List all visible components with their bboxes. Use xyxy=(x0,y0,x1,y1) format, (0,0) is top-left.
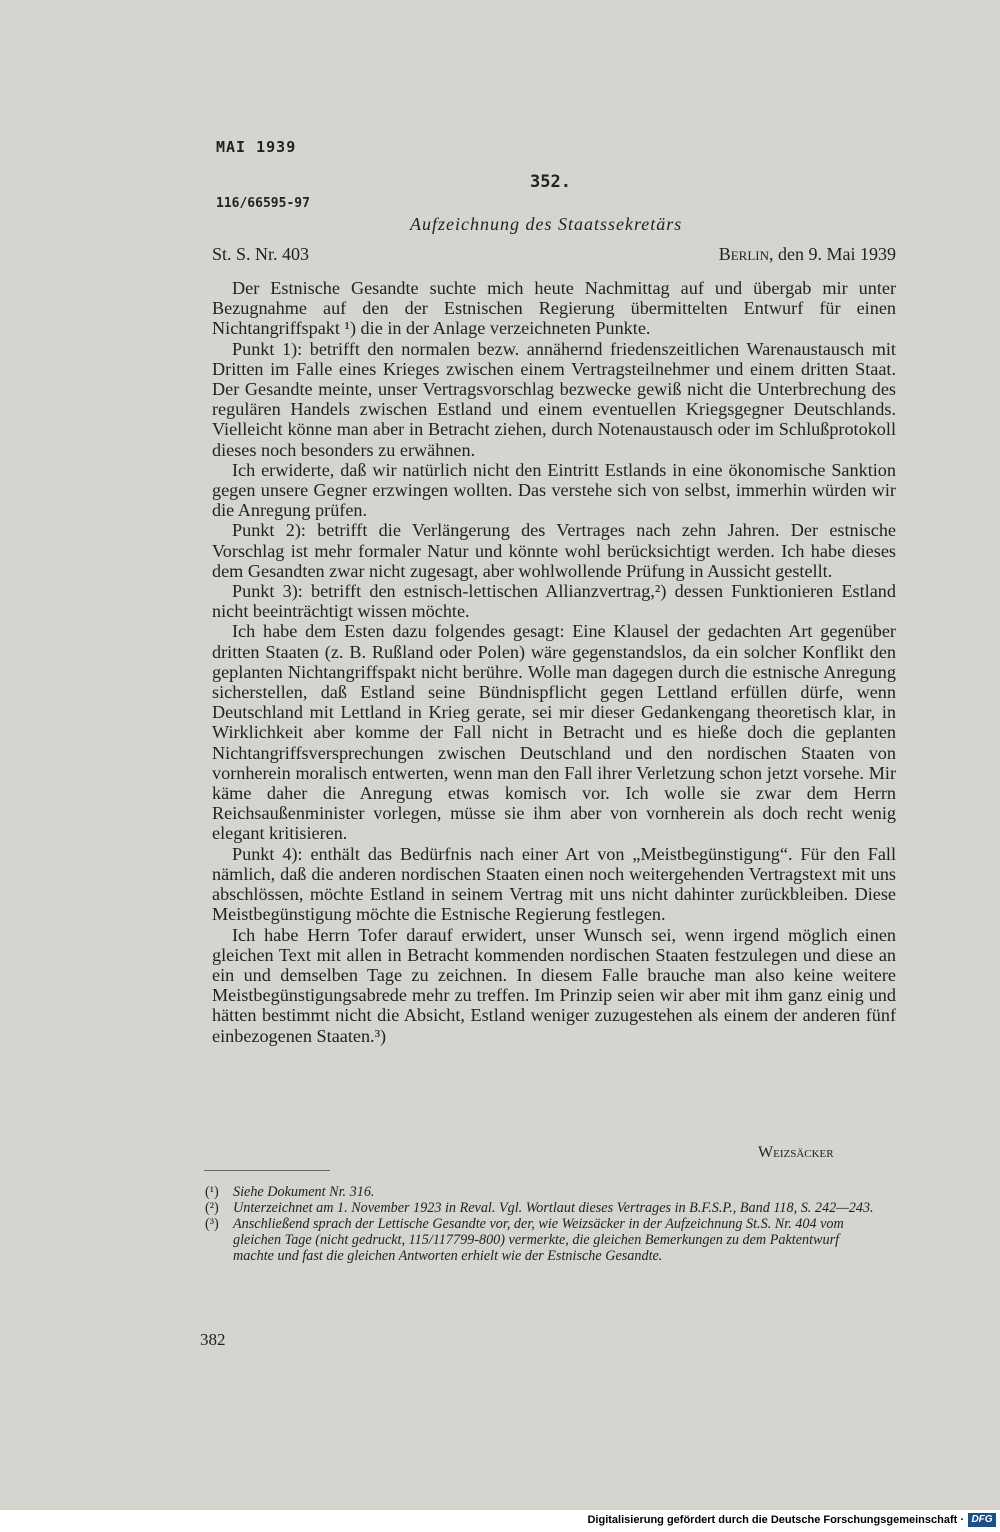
signature: Weizsäcker xyxy=(758,1144,834,1161)
place: Berlin xyxy=(718,244,770,264)
paragraph: Punkt 4): enthält das Bedürfnis nach einer Art von „Meistbegünstigung“. Für den Fall nämlich, daß die anderen nordischen Staaten einen noch weitergehenden Vertragstext mit uns abschlössen, möchte Estland in seinem Vertrag mit uns nicht dahinter zurückbleiben. Diese Meistbegünstigung möchte die Estnische Regierung festlegen. xyxy=(212,843,896,925)
document-number: 352. xyxy=(530,172,571,192)
body-text xyxy=(212,278,896,1046)
footnote xyxy=(205,1200,877,1216)
footnote-mark: (¹) xyxy=(205,1184,219,1200)
paragraph: Der Estnische Gesandte suchte mich heute Nachmittag auf und übergab mir unter Bezugnahme auf den der Estnischen Regierung übermittelten Entwurf für einen Nichtangriffspakt ¹) die in der Anlage verzeichneten Punkte. xyxy=(212,278,896,339)
footnote xyxy=(205,1184,877,1200)
footnote-text: Siehe Dokument Nr. 316. xyxy=(233,1184,375,1200)
paragraph: Punkt 2): betrifft die Verlängerung des Vertrages nach zehn Jahren. Der estnische Vorschlag ist mehr formaler Natur und könnte wohl berücksichtigt werden. Ich habe dieses dem Gesandten zwar nicht zugesagt, aber wohlwollende Prüfung in Aussicht gestellt. xyxy=(212,520,896,581)
footnote-text: Unterzeichnet am 1. November 1923 in Reval. Vgl. Wortlaut dieses Vertrages in B.F.S.P., Band 118, S. 242—243. xyxy=(233,1200,874,1216)
date: , den 9. Mai 1939 xyxy=(769,244,896,264)
place-date xyxy=(719,244,896,265)
paragraph: Punkt 1): betrifft den normalen bezw. annähernd friedenszeitlichen Warenaustausch mit Dritten im Falle eines Krieges zwischen einem Vertragsteilnehmer und einem dritten Staat. Der Gesandte meinte, unser Vertragsvorschlag bezwecke gewiß nicht die Unterbrechung des regulären Handels zwischen Estland und einem eventuellen Kriegsgegner Deutschlands. Vielleicht könne man aber in Betracht ziehen, durch Notenaustausch oder im Schlußprotokoll dieses noch besonders zu erwähnen. xyxy=(212,338,896,460)
footnotes xyxy=(205,1184,877,1264)
digitization-credit: Digitalisierung gefördert durch die Deutsche Forschungsgemeinschaft · xyxy=(587,1514,964,1526)
footnote xyxy=(205,1216,877,1264)
reference-number: St. S. Nr. 403 xyxy=(212,244,310,264)
digitization-credit-bar xyxy=(0,1510,1000,1532)
paragraph: Punkt 3): betrifft den estnisch-lettischen Allianzvertrag,²) dessen Funktionieren Estland nicht beeinträchtigt wissen möchte. xyxy=(212,581,896,622)
paragraph: Ich erwiderte, daß wir natürlich nicht den Eintritt Estlands in eine ökonomische Sanktion gegen unsere Gegner erzwingen wollten. Das verstehe sich von selbst, immerhin würden wir die Anregung prüfen. xyxy=(212,459,896,521)
running-head: MAI 1939 xyxy=(216,138,297,156)
footnote-text: Anschließend sprach der Lettische Gesandte vor, der, wie Weizsäcker in der Aufzeichnung St.S. Nr. 404 vom gleichen Tage (nicht gedruckt, 115/117799-800) vermerkte, die gleichen Bemerkungen zu dem Paktentwurf machte und fast die gleichen Antworten erhielt wie der Estnische Gesandte. xyxy=(233,1216,844,1264)
reference-line xyxy=(212,244,896,265)
file-reference: 116/66595-97 xyxy=(216,196,310,211)
footnote-divider xyxy=(204,1170,330,1171)
dfg-logo-icon: DFG xyxy=(968,1513,996,1527)
document-title: Aufzeichnung des Staatssekretärs xyxy=(410,214,683,234)
footnote-mark: (²) xyxy=(205,1200,219,1216)
page-number: 382 xyxy=(200,1330,226,1349)
footnote-mark: (³) xyxy=(205,1216,219,1232)
paragraph: Ich habe Herrn Tofer darauf erwidert, unser Wunsch sei, wenn irgend möglich einen gleichen Text mit allen in Betracht kommenden nordischen Staaten festzulegen und diese an ein und demselben Tage zu zeichnen. In diesem Falle brauche man also keine weitere Meistbegünstigungsabrede mehr zu treffen. Im Prinzip seien wir aber mit ihm ganz einig und hätten bestimmt nicht die Absicht, Estland weniger zuzugestehen als einem der anderen fünf einbezogenen Staaten.³) xyxy=(212,924,896,1046)
paragraph: Ich habe dem Esten dazu folgendes gesagt: Eine Klausel der gedachten Art gegenüber dritten Staaten (z. B. Rußland oder Polen) wäre gegenstandslos, da ein solcher Konflikt den geplanten Nichtangriffspakt nicht berühre. Wolle man dagegen durch die estnische Anregung sicherstellen, daß Estland seine Bündnispflicht gegen Lettland erfüllen dürfe, wenn Deutschland mit Lettland in Krieg gerate, sei mir dieser Gedankengang theoretisch klar, in Wirklichkeit aber komme der Fall nicht in Betracht und es hieße doch die geplanten Nichtangriffsversprechungen zwischen Deutschland und den nordischen Staaten von vornherein moralisch entwerten, wenn man den Fall ihrer Verletzung schon jetzt vorsehe. Mir käme daher die Anregung etwas komisch vor. Ich wolle sie zwar dem Herrn Reichsaußenminister vorlegen, müsse sie ihm aber von vornherein als doch recht wenig elegant kritisieren. xyxy=(212,621,896,844)
